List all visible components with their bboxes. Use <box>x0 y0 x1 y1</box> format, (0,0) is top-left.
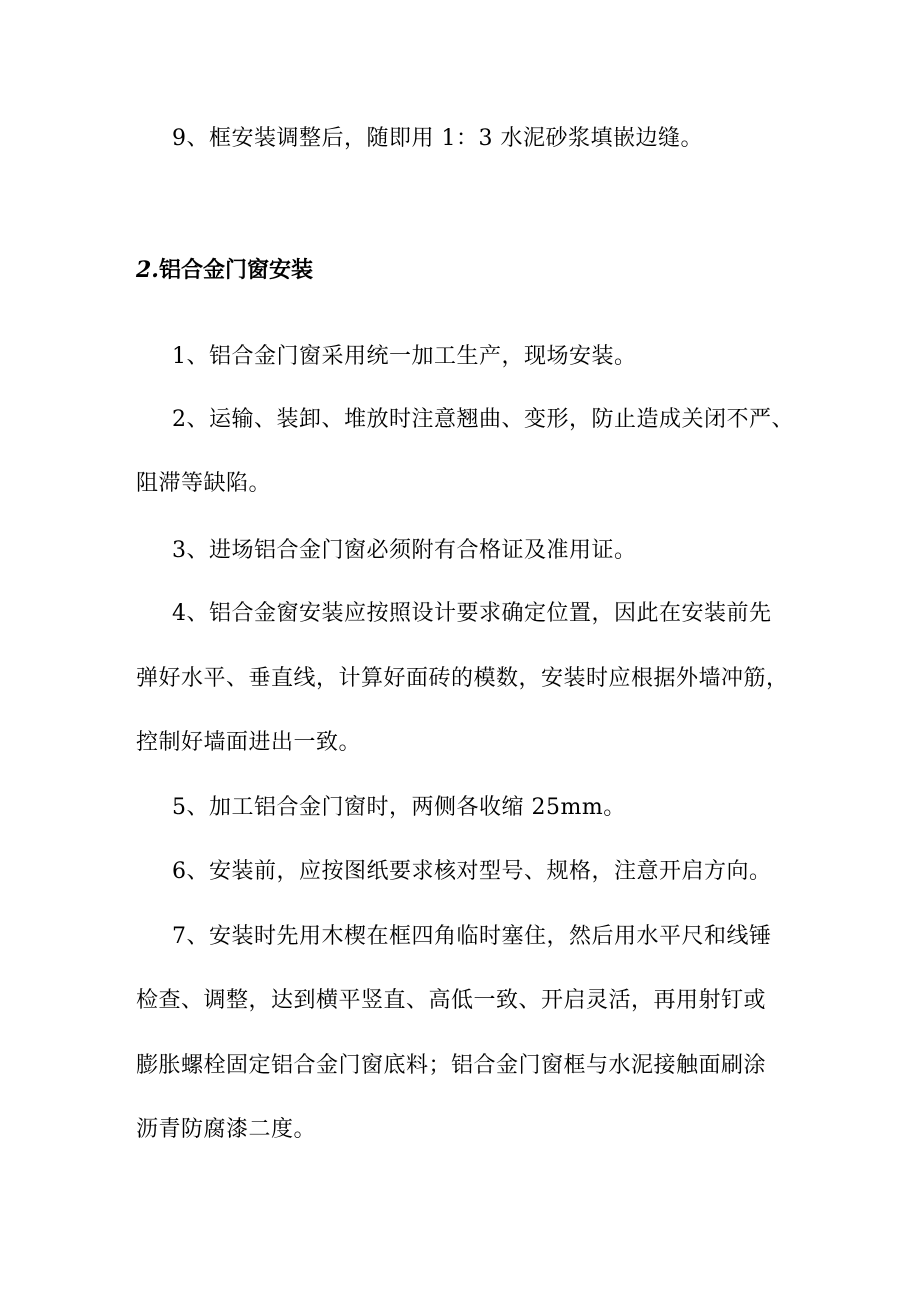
paragraph-item-4-line-1: 4、铝合金窗安装应按照设计要求确定位置，因此在安装前先 <box>172 601 772 626</box>
paragraph-item-4-line-3: 控制好墙面进出一致。 <box>136 730 362 755</box>
section-number: 2. <box>136 257 159 283</box>
paragraph-item-7-line-2: 检查、调整，达到横平竖直、高低一致、开启灵活，再用射钉或 <box>136 988 767 1013</box>
paragraph-item-3: 3、进场铝合金门窗必须附有合格证及准用证。 <box>172 538 637 563</box>
paragraph-item-7-line-4: 沥青防腐漆二度。 <box>136 1117 317 1142</box>
paragraph-item-2-line-1: 2、运输、装卸、堆放时注意翘曲、变形，防止造成关闭不严、 <box>172 407 794 432</box>
section-heading <box>136 255 313 286</box>
paragraph-item-7-line-1: 7、安装时先用木楔在框四角临时塞住，然后用水平尺和线锤 <box>172 924 772 949</box>
paragraph-item-2-line-2: 阻滞等缺陷。 <box>136 471 272 496</box>
paragraph-item-9: 9、框安装调整后，随即用 1：3 水泥砂浆填嵌边缝。 <box>172 126 703 151</box>
paragraph-item-7-line-3: 膨胀螺栓固定铝合金门窗底料；铝合金门窗框与水泥接触面刷涂 <box>136 1053 767 1078</box>
paragraph-item-1: 1、铝合金门窗采用统一加工生产，现场安装。 <box>172 344 637 369</box>
paragraph-item-4-line-2: 弹好水平、垂直线，计算好面砖的模数，安装时应根据外墙冲筋， <box>136 666 789 691</box>
paragraph-item-6: 6、安装前，应按图纸要求核对型号、规格，注意开启方向。 <box>172 859 772 884</box>
section-title: 铝合金门窗安装 <box>158 258 313 283</box>
paragraph-item-5: 5、加工铝合金门窗时，两侧各收缩 25mm。 <box>172 795 626 820</box>
